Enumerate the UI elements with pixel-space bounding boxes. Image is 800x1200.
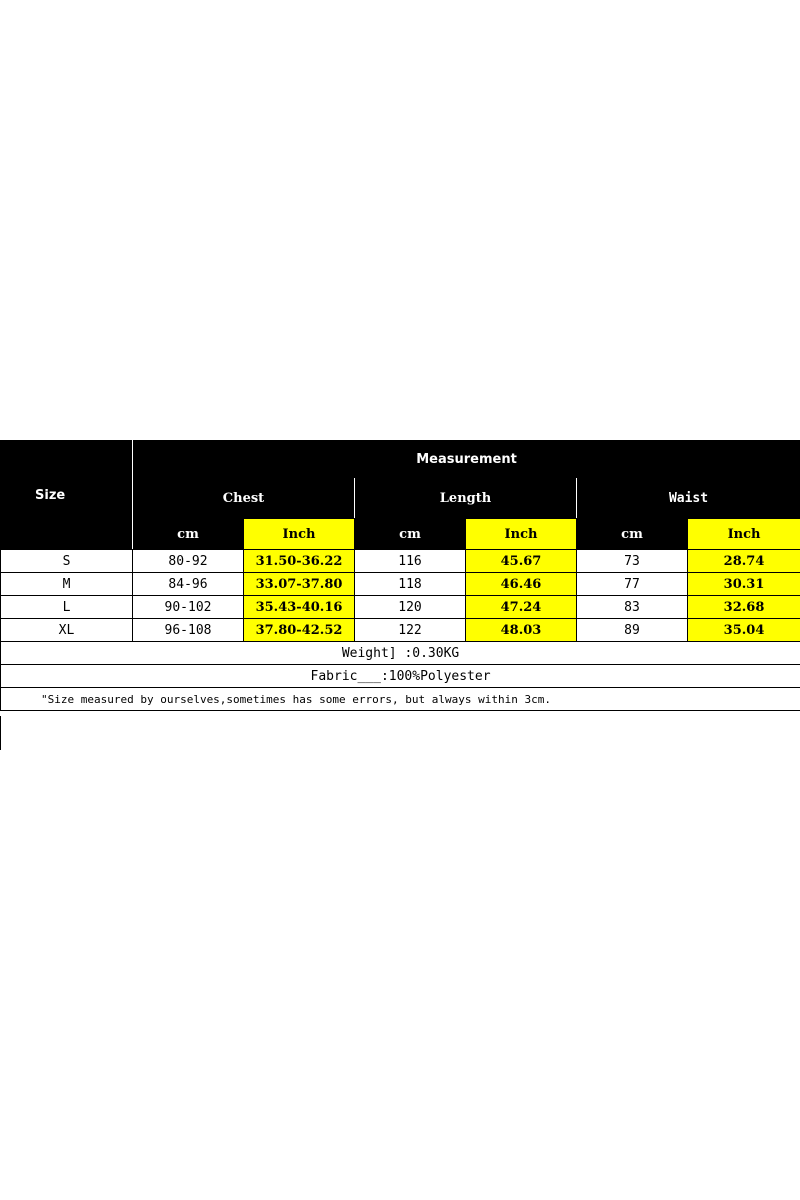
size-chart (0, 440, 800, 711)
measurement-disclaimer: "Size measured by ourselves,sometimes has some errors, but always within 3cm. (1, 688, 800, 711)
waist-inch-cell: 32.68 (688, 596, 800, 619)
waist-header: Waist (577, 478, 800, 519)
table-row (1, 596, 800, 619)
table-row (1, 550, 800, 573)
size-cell: S (1, 550, 133, 573)
size-cell: L (1, 596, 133, 619)
fabric-note: Fabric___:100%Polyester (1, 665, 800, 688)
waist-cm-header: cm (577, 519, 688, 550)
size-cell: M (1, 573, 133, 596)
waist-inch-cell: 30.31 (688, 573, 800, 596)
length-cm-cell: 122 (355, 619, 466, 642)
weight-note: Weight] :0.30KG (1, 642, 800, 665)
size-cell: XL (1, 619, 133, 642)
size-header: Size (1, 441, 133, 550)
table-row (1, 619, 800, 642)
length-inch-cell: 45.67 (466, 550, 577, 573)
chest-inch-header: Inch (244, 519, 355, 550)
chest-inch-cell: 37.80-42.52 (244, 619, 355, 642)
length-cm-header: cm (355, 519, 466, 550)
size-table (0, 440, 800, 711)
waist-cm-cell: 89 (577, 619, 688, 642)
length-inch-cell: 46.46 (466, 573, 577, 596)
waist-cm-cell: 83 (577, 596, 688, 619)
table-row (1, 573, 800, 596)
chest-inch-cell: 35.43-40.16 (244, 596, 355, 619)
table-bottom-border (0, 716, 800, 750)
waist-inch-header: Inch (688, 519, 800, 550)
chest-cm-cell: 84-96 (133, 573, 244, 596)
waist-cm-cell: 73 (577, 550, 688, 573)
waist-inch-cell: 28.74 (688, 550, 800, 573)
length-inch-header: Inch (466, 519, 577, 550)
length-cm-cell: 120 (355, 596, 466, 619)
length-cm-cell: 118 (355, 573, 466, 596)
length-inch-cell: 48.03 (466, 619, 577, 642)
chest-cm-cell: 90-102 (133, 596, 244, 619)
chest-inch-cell: 33.07-37.80 (244, 573, 355, 596)
waist-inch-cell: 35.04 (688, 619, 800, 642)
waist-cm-cell: 77 (577, 573, 688, 596)
chest-cm-cell: 80-92 (133, 550, 244, 573)
length-cm-cell: 116 (355, 550, 466, 573)
chest-cm-cell: 96-108 (133, 619, 244, 642)
length-header: Length (355, 478, 577, 519)
chest-header: Chest (133, 478, 355, 519)
chest-inch-cell: 31.50-36.22 (244, 550, 355, 573)
measurement-header: Measurement (133, 441, 800, 478)
length-inch-cell: 47.24 (466, 596, 577, 619)
chest-cm-header: cm (133, 519, 244, 550)
